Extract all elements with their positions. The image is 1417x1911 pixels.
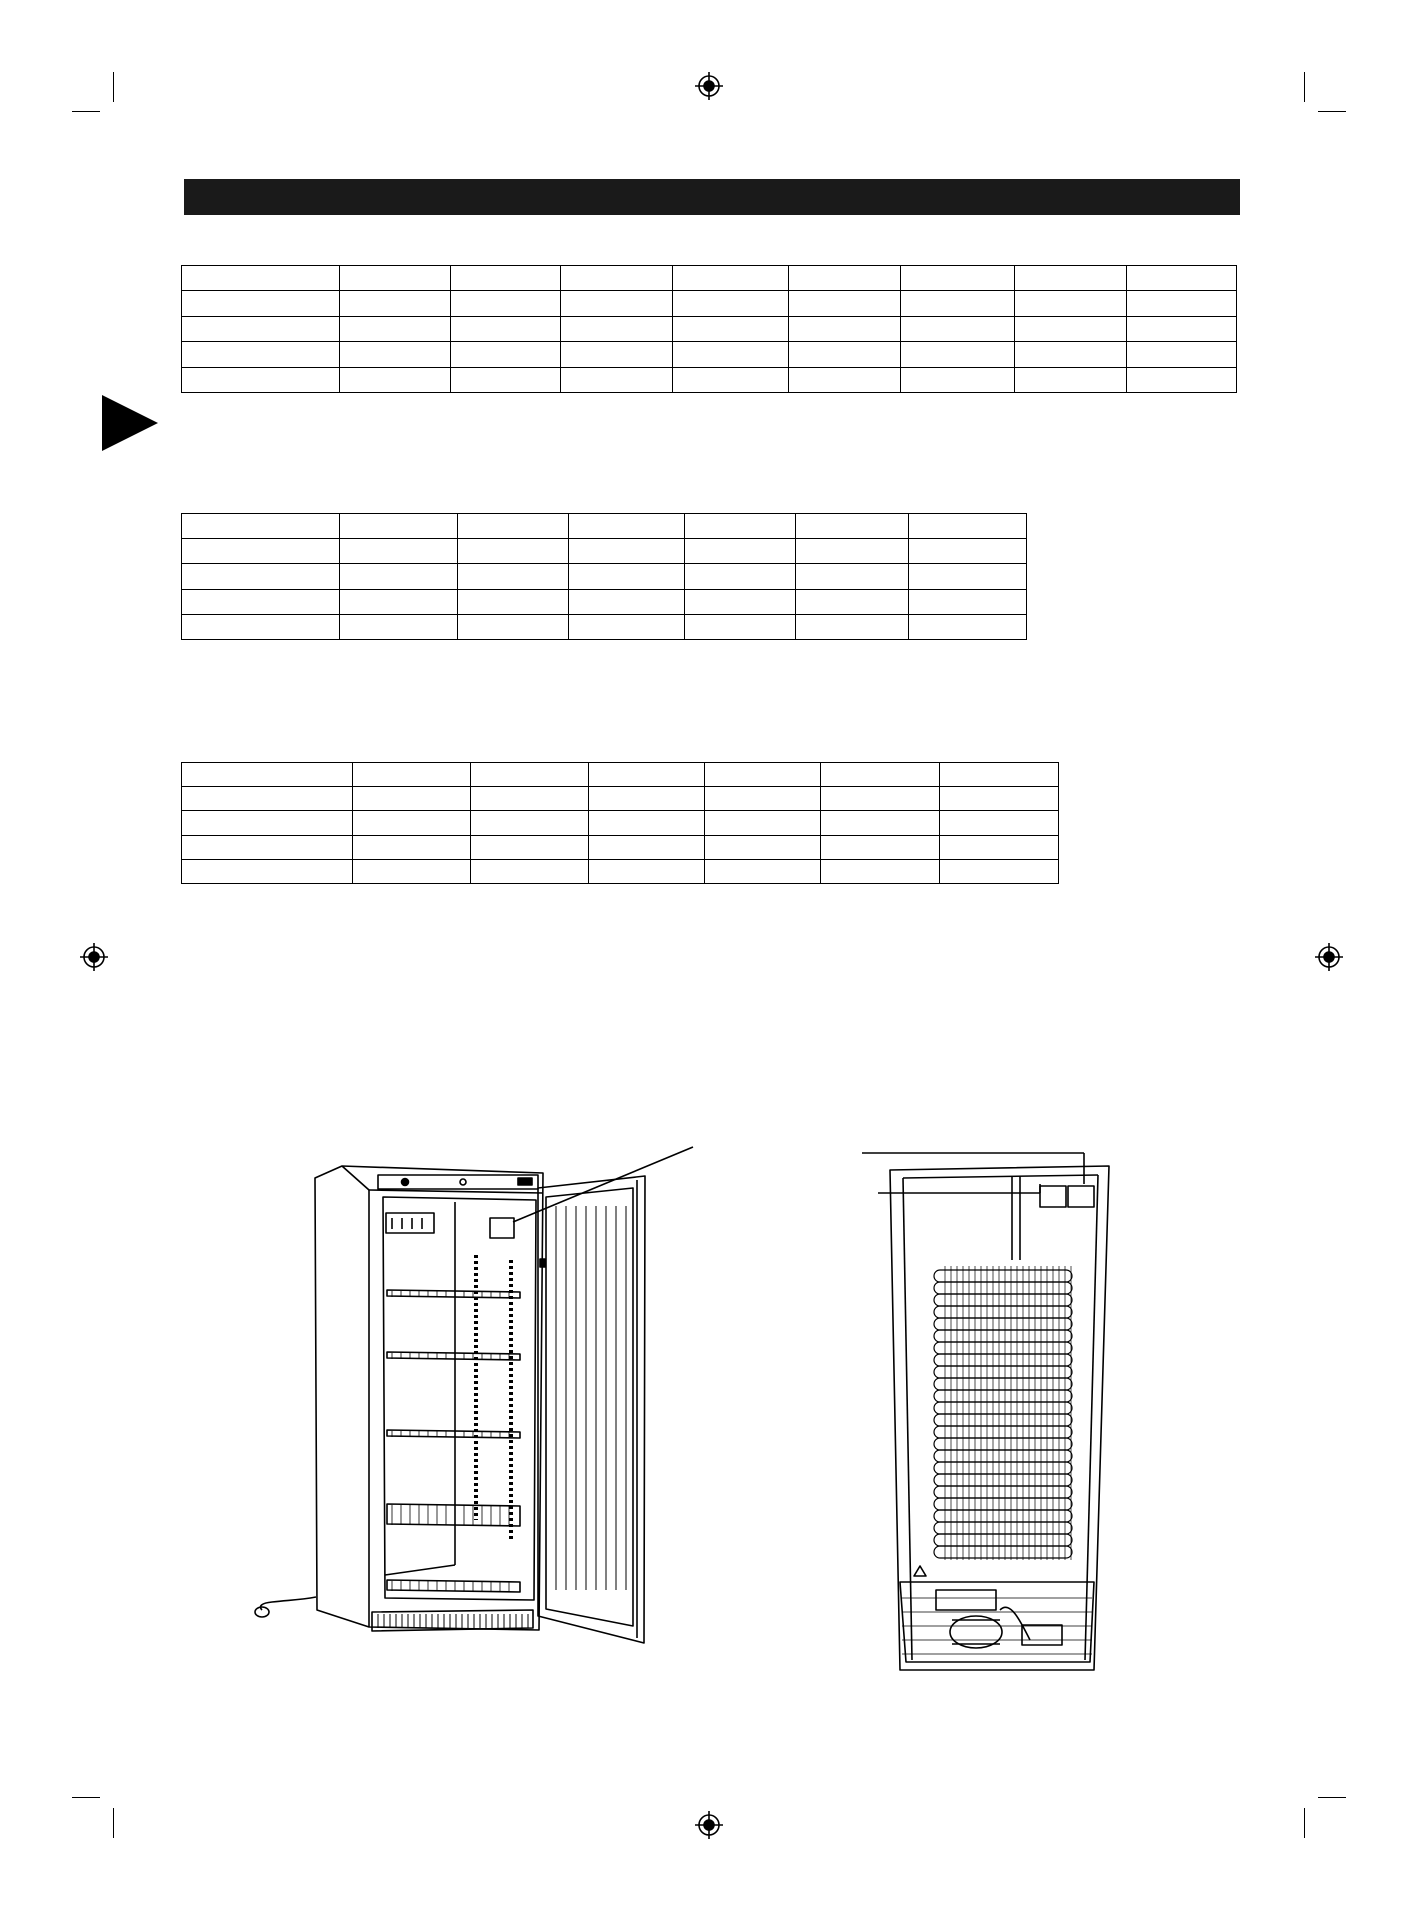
warning-triangle-icon bbox=[914, 1566, 926, 1576]
rear-panel bbox=[890, 1166, 1109, 1670]
condenser-coil bbox=[934, 1266, 1072, 1560]
rating-label-1 bbox=[1040, 1186, 1066, 1207]
rating-label-2 bbox=[1068, 1186, 1094, 1207]
